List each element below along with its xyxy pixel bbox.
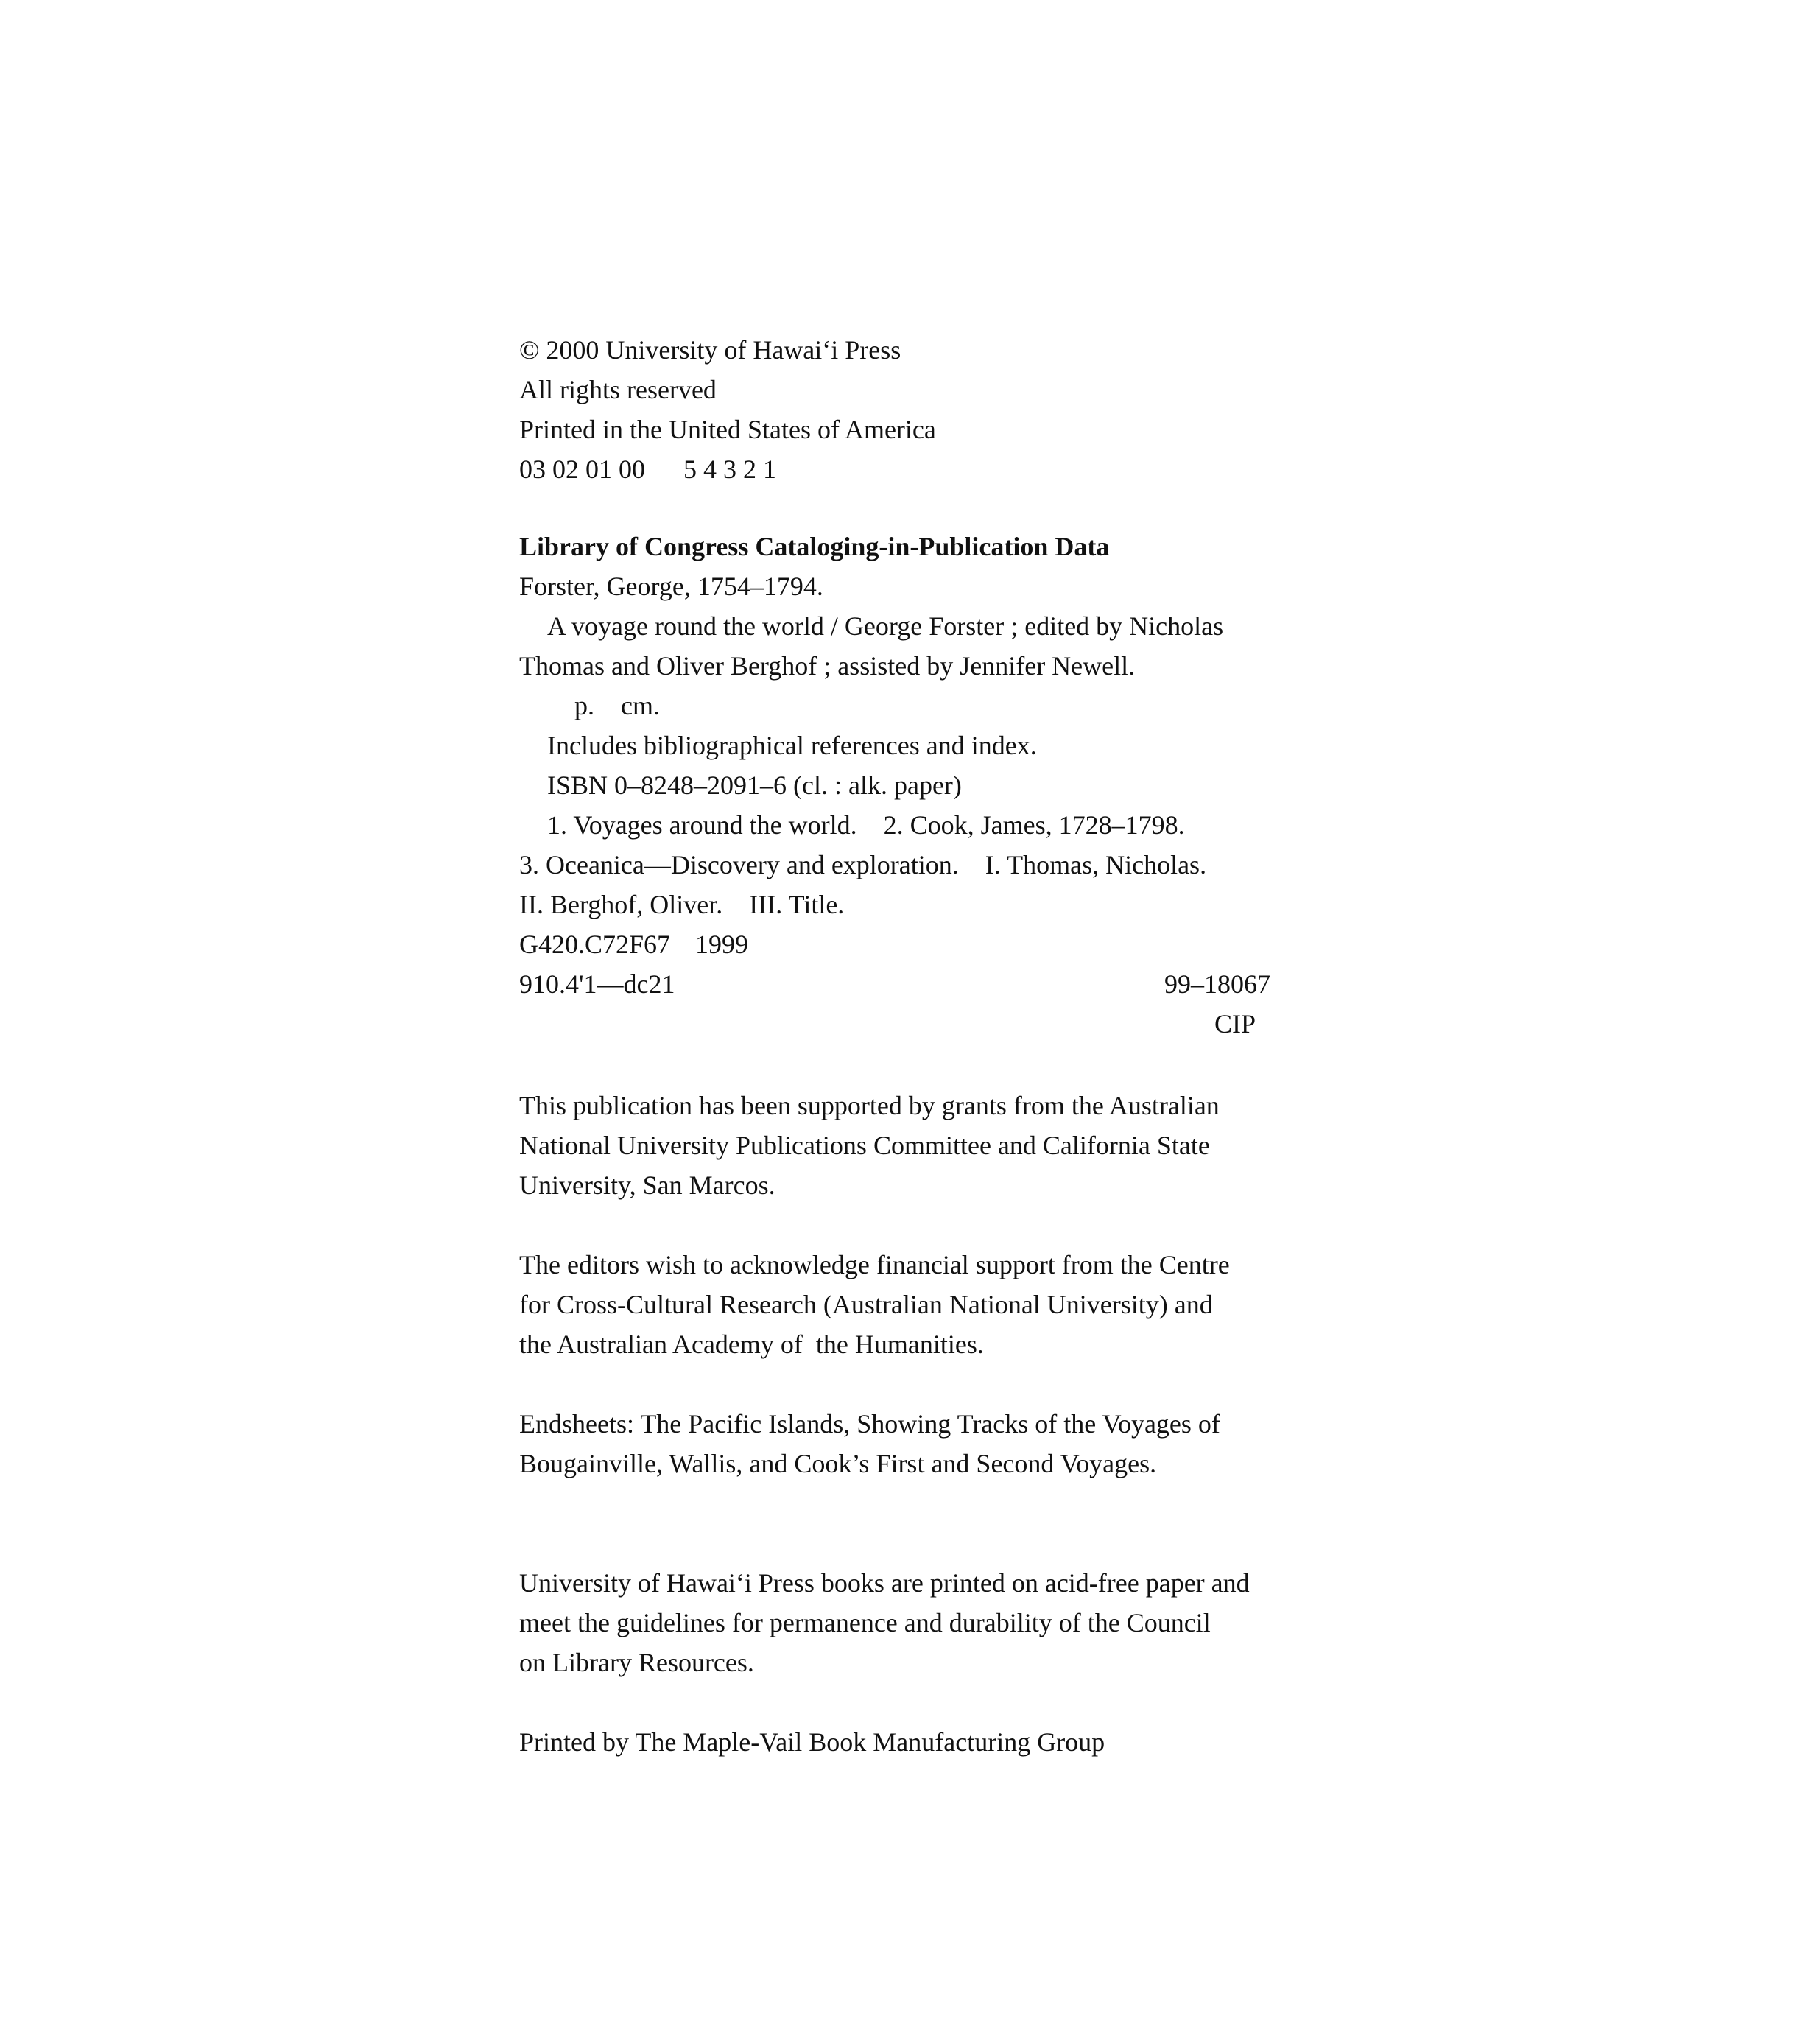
printer-line: Printed by The Maple-Vail Book Manufacturing Group: [519, 1727, 1105, 1757]
printed-in-line: Printed in the United States of America: [519, 415, 936, 444]
rights-line: All rights reserved: [519, 375, 717, 404]
cip-subjects-line-1: 1. Voyages around the world. 2. Cook, James, 1728–1798.: [547, 810, 1185, 840]
cip-title-line-1: A voyage round the world / George Forster ; edited by Nicholas: [547, 611, 1224, 641]
endsheets-paragraph: [519, 1404, 1270, 1483]
support-line-3: University, San Marcos.: [519, 1170, 775, 1200]
cip-lccn: 99–18067: [1164, 969, 1270, 999]
acknowledgment-line-1: The editors wish to acknowledge financial support from the Centre: [519, 1250, 1230, 1279]
cip-block: [519, 527, 1270, 1044]
printing-numbers: 5 4 3 2 1: [683, 454, 776, 484]
cip-lc-class-line: [519, 924, 1270, 964]
support-line-1: This publication has been supported by grants from the Australian: [519, 1091, 1220, 1120]
paper-note-paragraph: [519, 1563, 1270, 1682]
cip-heading: Library of Congress Cataloging-in-Publication Data: [519, 532, 1110, 561]
cip-lc-class: G420.C72F67: [519, 930, 671, 959]
acknowledgment-paragraph: [519, 1245, 1270, 1364]
cip-title-line-2: Thomas and Oliver Berghof ; assisted by Jennifer Newell.: [519, 651, 1136, 681]
acknowledgment-line-3: the Australian Academy of the Humanities.: [519, 1330, 984, 1359]
paper-note-line-1: University of Hawai‘i Press books are printed on acid-free paper and: [519, 1568, 1250, 1598]
cip-dewey-row: [519, 964, 1270, 1004]
cip-dewey: 910.4'1—dc21: [519, 969, 675, 999]
paper-note-line-2: meet the guidelines for permanence and durability of the Council: [519, 1608, 1211, 1637]
paper-note-line-3: on Library Resources.: [519, 1648, 754, 1677]
cip-subjects-line-2: 3. Oceanica—Discovery and exploration. I. Thomas, Nicholas.: [519, 850, 1207, 879]
endsheets-line-1: Endsheets: The Pacific Islands, Showing Tracks of the Voyages of: [519, 1409, 1220, 1439]
acknowledgment-line-2: for Cross-Cultural Research (Australian National University) and: [519, 1290, 1213, 1319]
cip-collation: p. cm.: [574, 691, 660, 720]
printing-line: [519, 449, 1270, 489]
support-paragraph: [519, 1086, 1270, 1205]
cip-isbn: ISBN 0–8248–2091–6 (cl. : alk. paper): [547, 770, 962, 800]
cip-subjects-line-3: II. Berghof, Oliver. III. Title.: [519, 890, 845, 919]
printing-years: 03 02 01 00: [519, 454, 645, 484]
cip-notes: Includes bibliographical references and index.: [547, 731, 1037, 760]
endsheets-line-2: Bougainville, Wallis, and Cook’s First and Second Voyages.: [519, 1449, 1157, 1478]
copyright-line: © 2000 University of Hawai‘i Press: [519, 335, 901, 365]
printer-paragraph: [519, 1722, 1270, 1762]
copyright-block: [519, 330, 1270, 489]
cip-label: CIP: [1214, 1009, 1256, 1039]
support-line-2: National University Publications Committee and California State: [519, 1131, 1210, 1160]
cip-lc-year: 1999: [695, 930, 749, 959]
cip-author: Forster, George, 1754–1794.: [519, 572, 823, 601]
